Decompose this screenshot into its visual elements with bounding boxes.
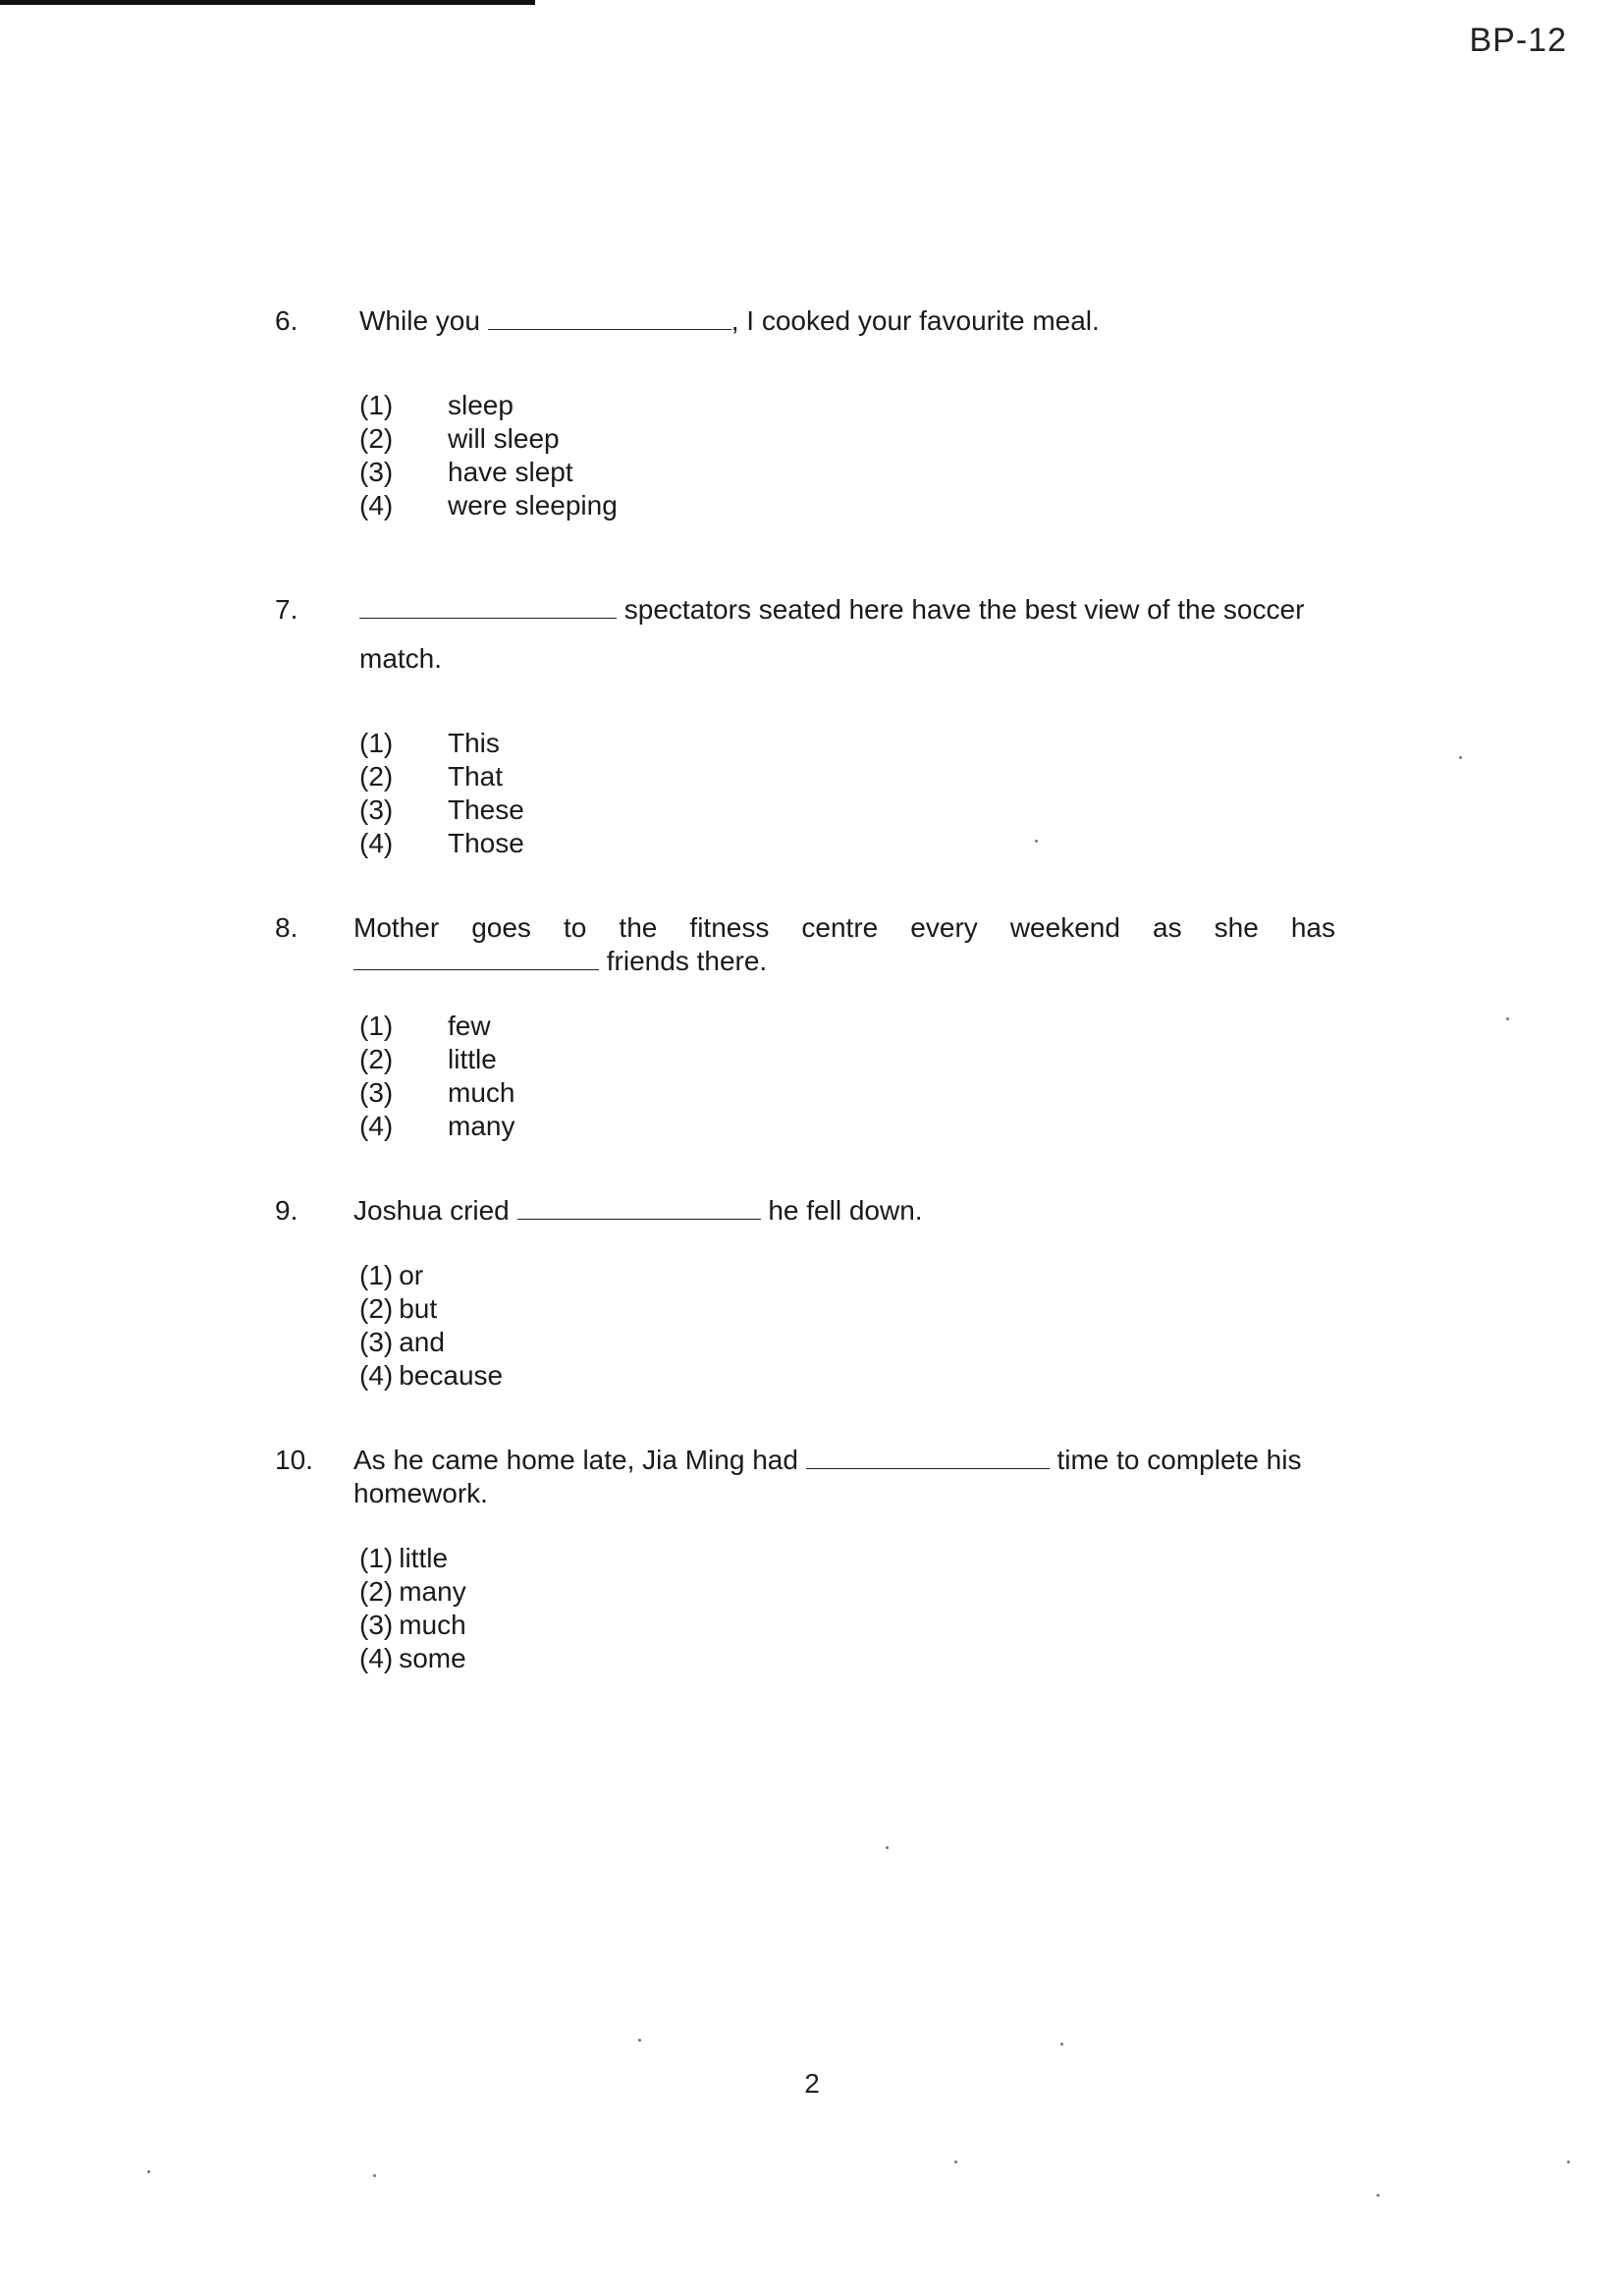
option-text: because	[399, 1360, 504, 1391]
option-item	[359, 1575, 466, 1609]
stem-text-before: Joshua cried	[353, 1195, 517, 1226]
page-code: BP-12	[1469, 22, 1567, 59]
scan-speck	[1377, 2194, 1380, 2197]
answer-options	[359, 1010, 514, 1143]
question-stem	[353, 911, 1335, 978]
option-number: (2)	[359, 423, 394, 454]
question-stem	[359, 585, 1341, 683]
option-text: or	[399, 1260, 424, 1290]
option-item	[359, 1259, 503, 1292]
option-number: (3)	[359, 1077, 394, 1108]
option-number: (3)	[359, 1327, 394, 1357]
option-item	[359, 1542, 466, 1575]
page-number: 2	[804, 2068, 820, 2099]
option-text: will sleep	[448, 423, 560, 454]
option-item	[359, 1043, 514, 1076]
option-number: (1)	[359, 1260, 394, 1290]
option-text: some	[399, 1643, 466, 1673]
option-item	[359, 793, 524, 827]
option-item	[359, 422, 618, 456]
question-number: 6.	[275, 305, 298, 336]
answer-options	[359, 727, 524, 860]
option-item	[359, 760, 524, 793]
option-number: (4)	[359, 828, 394, 858]
option-item	[359, 1609, 466, 1642]
option-number: (1)	[359, 1011, 394, 1041]
answer-blank	[353, 946, 599, 970]
option-number: (4)	[359, 1643, 394, 1673]
question-number: 8.	[275, 912, 298, 943]
stem-text-after: , I cooked your favourite meal.	[731, 305, 1100, 336]
stem-continuation: homework.	[353, 1478, 488, 1508]
option-number: (4)	[359, 490, 394, 520]
answer-blank	[359, 594, 617, 619]
stem-continuation: match.	[359, 643, 443, 674]
stem-text-before: As he came home late, Jia Ming had	[353, 1445, 806, 1475]
option-item	[359, 827, 524, 860]
option-item	[359, 1359, 503, 1393]
answer-options	[359, 1542, 466, 1675]
option-number: (2)	[359, 1293, 394, 1324]
scan-speck	[1459, 756, 1462, 759]
question-stem	[353, 1194, 1335, 1228]
stem-text-after: he fell down.	[760, 1195, 923, 1226]
question-stem	[359, 304, 1341, 338]
option-item	[359, 727, 524, 760]
option-number: (2)	[359, 761, 394, 792]
option-text: Those	[448, 828, 524, 858]
question-number: 9.	[275, 1195, 298, 1226]
option-number: (2)	[359, 1576, 394, 1607]
scan-speck	[373, 2174, 376, 2177]
scan-speck	[638, 2039, 641, 2042]
option-number: (4)	[359, 1360, 394, 1391]
stem-line-1: Mother goes to the fitness centre every weekend as she has	[353, 912, 1335, 943]
stem-text-after: time to complete his	[1049, 1445, 1302, 1475]
option-item	[359, 1292, 503, 1326]
option-number: (3)	[359, 457, 394, 487]
option-text: These	[448, 794, 524, 825]
answer-blank	[806, 1445, 1050, 1469]
option-number: (1)	[359, 390, 394, 420]
option-text: were sleeping	[448, 490, 618, 520]
stem-text-after: friends there.	[599, 946, 768, 976]
scan-speck	[1035, 840, 1038, 843]
option-item	[359, 1110, 514, 1143]
scan-speck	[954, 2160, 957, 2163]
option-text: and	[399, 1327, 445, 1357]
answer-blank	[488, 305, 731, 330]
option-item	[359, 456, 618, 489]
option-text: but	[399, 1293, 438, 1324]
answer-options	[359, 1259, 503, 1393]
option-item	[359, 1010, 514, 1043]
option-text: much	[448, 1077, 515, 1108]
option-item	[359, 1076, 514, 1110]
option-number: (4)	[359, 1111, 394, 1141]
option-item	[359, 389, 618, 422]
option-text: many	[448, 1111, 515, 1141]
scan-speck	[1060, 2043, 1063, 2046]
option-text: much	[399, 1610, 466, 1640]
option-text: many	[399, 1576, 466, 1607]
question-stem	[353, 1444, 1335, 1510]
option-item	[359, 1642, 466, 1675]
option-text: That	[448, 761, 504, 792]
stem-text-after: spectators seated here have the best view of the soccer	[617, 594, 1305, 625]
option-text: have slept	[448, 457, 573, 487]
option-text: few	[448, 1011, 491, 1041]
stem-line-2	[353, 945, 1335, 978]
option-text: sleep	[448, 390, 514, 420]
option-number: (1)	[359, 728, 394, 758]
option-item	[359, 489, 618, 522]
scan-speck	[147, 2170, 150, 2173]
option-number: (2)	[359, 1044, 394, 1074]
option-text: little	[448, 1044, 497, 1074]
scan-speck	[886, 1846, 889, 1849]
question-number: 7.	[275, 594, 298, 625]
answer-blank	[517, 1195, 761, 1220]
stem-text-before: While you	[359, 305, 488, 336]
option-number: (1)	[359, 1543, 394, 1573]
answer-options	[359, 389, 618, 522]
top-border-line	[0, 0, 535, 5]
scan-speck	[1506, 1017, 1509, 1020]
option-number: (3)	[359, 1610, 394, 1640]
option-item	[359, 1326, 503, 1359]
option-number: (3)	[359, 794, 394, 825]
option-text: little	[399, 1543, 449, 1573]
option-text: This	[448, 728, 500, 758]
question-number: 10.	[275, 1445, 313, 1475]
scan-speck	[1567, 2160, 1570, 2163]
